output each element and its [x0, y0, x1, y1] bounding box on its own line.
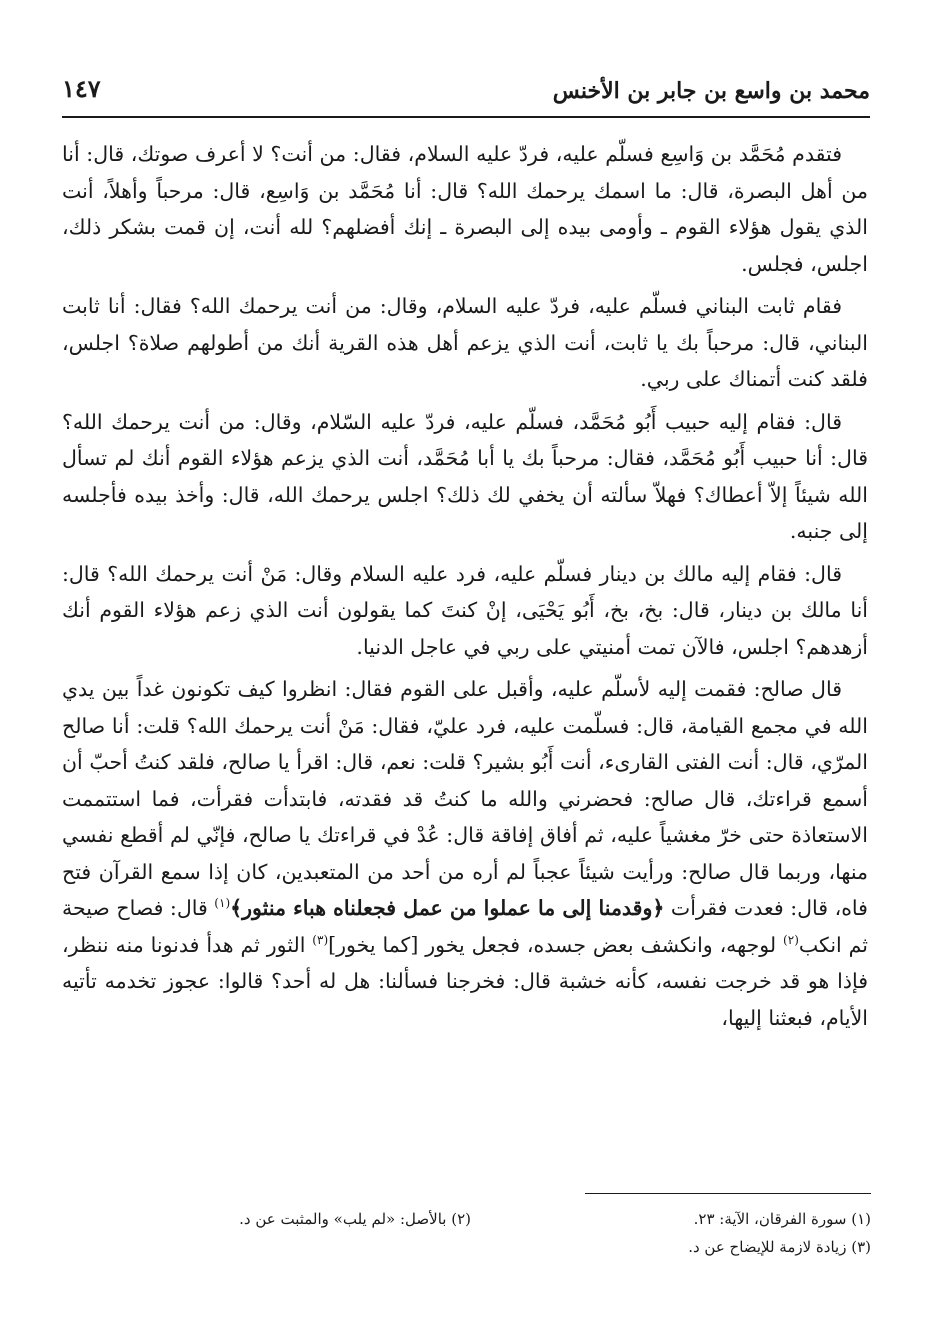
quran-verse: ﴿وقدمنا إلى ما عملوا من عمل فجعلناه هباء منثور﴾	[230, 896, 665, 920]
footnote-rule	[585, 1193, 871, 1194]
running-title: محمد بن واسع بن جابر بن الأخنس	[552, 78, 870, 104]
footnote-ref-2: (٢)	[783, 932, 799, 947]
paragraph-text: قال: فصاح صيحة ثم انكب	[62, 896, 868, 957]
page-header	[62, 68, 870, 112]
footnotes	[65, 1206, 871, 1262]
paragraph-text: قال صالح: فقمت إليه لأسلّم عليه، وأقبل على القوم فقال: انظروا كيف تكونون غداً بين يدي الله في مجمع القيامة، قال: فسلّمت عليه، فرد عليّ، فقال: مَنْ أنت يرحمك الله؟ قلت: أنا صالح المرّي، قال: أنت الفتى القارىء، أنت أَبُو بشير؟ قلت: نعم، قال: اقرأ يا صالح، فلقد كنتُ أحبّ أن أسمع قراءتك، قال صالح: فحضرني والله ما كنتُ قد فقدته، فابتدأت فقرأت، فما استتممت الاستعاذة حتى خرّ مغشياً عليه، ثم أفاق إفاقة قال: عُدْ في قراءتك يا صالح، فإنّي لم أقطع نفسي منها، وربما قال صالح: ورأيت شيئاً عجباً لم أره من أحد من المتعبدين، كان إذا سمع القرآن فتح فاه، قال: فعدت فقرأت	[62, 677, 868, 920]
footnote-2: (٢) بالأصل: «لم يلب» والمثبت عن د.	[239, 1210, 471, 1228]
paragraph-thabit-al-bunani: فقام ثابت البناني فسلّم عليه، فردّ عليه السلام، وقال: من أنت يرحمك الله؟ فقال: أنا ثابت البناني، قال: مرحباً بك يا ثابت، أنت الذي يزعم أهل هذه القرية أنك من أطولهم صلاة؟ اجلس، فلقد كنت أتمناك على ربي.	[62, 294, 868, 391]
footnote-row	[65, 1206, 871, 1234]
footnote-3: (٣) زيادة لازمة للإيضاح عن د.	[688, 1238, 871, 1256]
footnote-ref-1: (١)	[214, 896, 231, 911]
header-rule	[62, 116, 870, 118]
footnote-row	[65, 1234, 871, 1262]
paragraph-text: الثور ثم هدأ فدنونا منه ننظر، فإذا هو قد خرجت نفسه، كأنه خشبة قال: فخرجنا فسألنا: هل له أحد؟ قالوا: عجوز تخدمه تأتيه الأيام، فبعثنا إليها،	[62, 932, 868, 1030]
footnote-1: (١) سورة الفرقان، الآية: ٢٣.	[693, 1210, 871, 1228]
paragraph-habib-abu-muhammad: قال: فقام إليه حبيب أَبُو مُحَمَّد، فسلّم عليه، فردّ عليه السّلام، وقال: من أنت يرحمك الله؟ قال: أنا حبيب أَبُو مُحَمَّد، فقال: مرحباً بك يا أبا مُحَمَّد، أنت الذي يزعم هؤلاء القوم أنك لم تسأل الله شيئاً إلاّ أعطاك؟ فهلاّ سألته أن يخفي لك ذلك؟ اجلس يرحمك الله، قال: وأخذ بيده فأجلسه إلى جنبه.	[62, 409, 868, 543]
page-number: ١٤٧	[62, 74, 101, 103]
paragraph-text: لوجهه، وانكشف بعض جسده، فجعل يخور [كما يخور]	[328, 932, 784, 957]
main-text	[62, 136, 868, 1042]
paragraph-muhammad-ibn-wasi: فتقدم مُحَمَّد بن وَاسِع فسلّم عليه، فردّ عليه السلام، فقال: من أنت؟ لا أعرف صوتك، قال: أنا من أهل البصرة، قال: ما اسمك يرحمك الله؟ قال: أنا مُحَمَّد بن وَاسِع، قال: مرحباً وأهلاً، أنت الذي يقول هؤلاء القوم ـ وأومى بيده إلى البصرة ـ إنك أفضلهم؟ لله أنت، إن قمت بشكر ذلك، اجلس، فجلس.	[62, 142, 868, 276]
footnote-ref-3: (٣)	[312, 932, 329, 947]
paragraph-salih-al-murri	[62, 671, 868, 1036]
paragraph-malik-ibn-dinar: قال: فقام إليه مالك بن دينار فسلّم عليه، فرد عليه السلام وقال: مَنْ أنت يرحمك الله؟ قال: أنا مالك بن دينار، قال: بخ، بخ، أَبُو يَحْيَى، إنْ كنتَ كما يقولون أنت الذي زعم هؤلاء القوم أنك أزهدهم؟ اجلس، فالآن تمت أمنيتي على ربي في عاجل الدنيا.	[62, 561, 868, 659]
